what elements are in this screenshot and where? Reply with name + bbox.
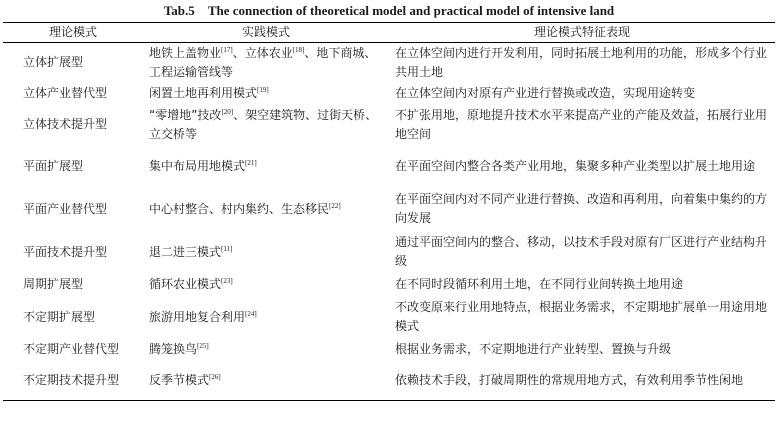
table-row bbox=[3, 274, 775, 296]
table-row bbox=[3, 361, 775, 401]
practice-text: 腾笼换鸟 bbox=[149, 342, 198, 356]
reference-marker: [11] bbox=[221, 244, 233, 253]
cell-practical-model bbox=[143, 339, 389, 361]
cell-theoretical-model: 平面技术提升型 bbox=[23, 244, 108, 259]
cell-theoretical-model: 立体产业替代型 bbox=[23, 86, 108, 100]
cell-theoretical-model: 不定期技术提升型 bbox=[3, 361, 143, 401]
table-row bbox=[3, 296, 775, 339]
cell-practical-model bbox=[143, 296, 389, 339]
table-row bbox=[3, 145, 775, 188]
table-row bbox=[3, 188, 775, 231]
cell-theoretical-model: 不定期扩展型 bbox=[23, 309, 96, 324]
cell-features: 在不同时段循环利用土地，在不同行业间转换土地用途 bbox=[395, 277, 684, 291]
reference-marker: [23] bbox=[221, 277, 233, 285]
practice-text: 、立体农业 bbox=[232, 45, 293, 60]
cell-features: 依赖技术手段，打破周期性的常规用地方式，有效利用季节性闲地 bbox=[389, 361, 775, 401]
cell-theoretical-model: 平面产业替代型 bbox=[23, 201, 108, 216]
cell-theoretical-model: 立体扩展型 bbox=[23, 55, 84, 70]
practice-text: 退二进三模式 bbox=[149, 244, 222, 259]
table-row bbox=[3, 339, 775, 361]
header-theoretical-model: 理论模式 bbox=[3, 23, 143, 43]
cell-features: 在平面空间内整合各类产业用地，集聚多种产业类型以扩展土地用途 bbox=[395, 158, 756, 173]
reference-marker: [25] bbox=[197, 342, 209, 350]
cell-features: 不改变原来行业用地特点，根据业务需求，不定期地扩展单一用途用地模式 bbox=[395, 300, 768, 333]
cell-features: 在立体空间内对原有产业进行替换或改造，实现用途转变 bbox=[395, 86, 696, 100]
practice-text: 、架空建筑物、过街天桥、立交桥等 bbox=[149, 107, 378, 141]
practice-text: 中心村整合、村内集约、生态移民 bbox=[149, 201, 330, 216]
reference-marker: [19] bbox=[257, 86, 269, 94]
practice-text: 反季节模式 bbox=[149, 372, 210, 387]
cell-theoretical-model: 不定期产业替代型 bbox=[23, 342, 120, 356]
header-practical-model: 实践模式 bbox=[143, 23, 389, 43]
table-row bbox=[3, 43, 775, 83]
cell-practical-model bbox=[143, 83, 389, 105]
cell-practical-model bbox=[143, 274, 389, 296]
practice-text: 地铁上盖物业 bbox=[149, 45, 222, 60]
table-title: The connection of theoretical model and practical model of intensive land bbox=[207, 3, 615, 18]
cell-features: 在平面空间内对不同产业进行替换、改造和再利用，向着集中集约的方向发展 bbox=[395, 192, 768, 225]
cell-features: 不扩张用地，原地提升技术水平来提高产业的产能及效益，拓展行业用地空间 bbox=[395, 107, 768, 141]
cell-practical-model bbox=[143, 105, 389, 145]
cell-practical-model bbox=[143, 361, 389, 401]
cell-features: 根据业务需求，不定期地进行产业转型、置换与升级 bbox=[395, 342, 672, 356]
practice-text: 集中布局用地模式 bbox=[149, 158, 246, 173]
model-table bbox=[3, 22, 775, 401]
reference-marker: [24] bbox=[245, 309, 257, 318]
cell-theoretical-model: 立体技术提升型 bbox=[23, 117, 108, 131]
cell-features: 在立体空间内进行开发利用，同时拓展土地利用的功能，形成多个行业共用土地 bbox=[395, 45, 768, 79]
practice-text: 旅游用地复合利用 bbox=[149, 309, 246, 324]
reference-marker: [22] bbox=[329, 201, 341, 210]
cell-theoretical-model: 平面扩展型 bbox=[23, 158, 84, 173]
reference-marker: [17] bbox=[221, 45, 233, 54]
table-number: Tab.5 bbox=[163, 3, 195, 18]
practice-text: 闲置土地再利用模式 bbox=[149, 86, 258, 100]
header-row bbox=[3, 23, 775, 43]
reference-marker: [21] bbox=[245, 158, 257, 167]
cell-practical-model bbox=[143, 231, 389, 274]
cell-features: 通过平面空间内的整合、移动，以技术手段对原有厂区进行产业结构升级 bbox=[395, 235, 768, 268]
table-row bbox=[3, 105, 775, 145]
table-row bbox=[3, 231, 775, 274]
practice-text: “零增地”技改 bbox=[149, 107, 222, 122]
practice-text: 循环农业模式 bbox=[149, 277, 222, 291]
cell-practical-model bbox=[143, 43, 389, 83]
cell-practical-model bbox=[143, 188, 389, 231]
cell-practical-model bbox=[143, 145, 389, 188]
cell-theoretical-model: 周期扩展型 bbox=[23, 277, 84, 291]
table-row bbox=[3, 83, 775, 105]
reference-marker: [20] bbox=[221, 107, 234, 116]
header-features: 理论模式特征表现 bbox=[389, 23, 775, 43]
table-caption bbox=[0, 2, 778, 20]
reference-marker: [18] bbox=[292, 45, 305, 54]
practice-text: 、地下商城、工程运输管线等 bbox=[149, 45, 377, 79]
reference-marker: [26] bbox=[209, 372, 221, 381]
